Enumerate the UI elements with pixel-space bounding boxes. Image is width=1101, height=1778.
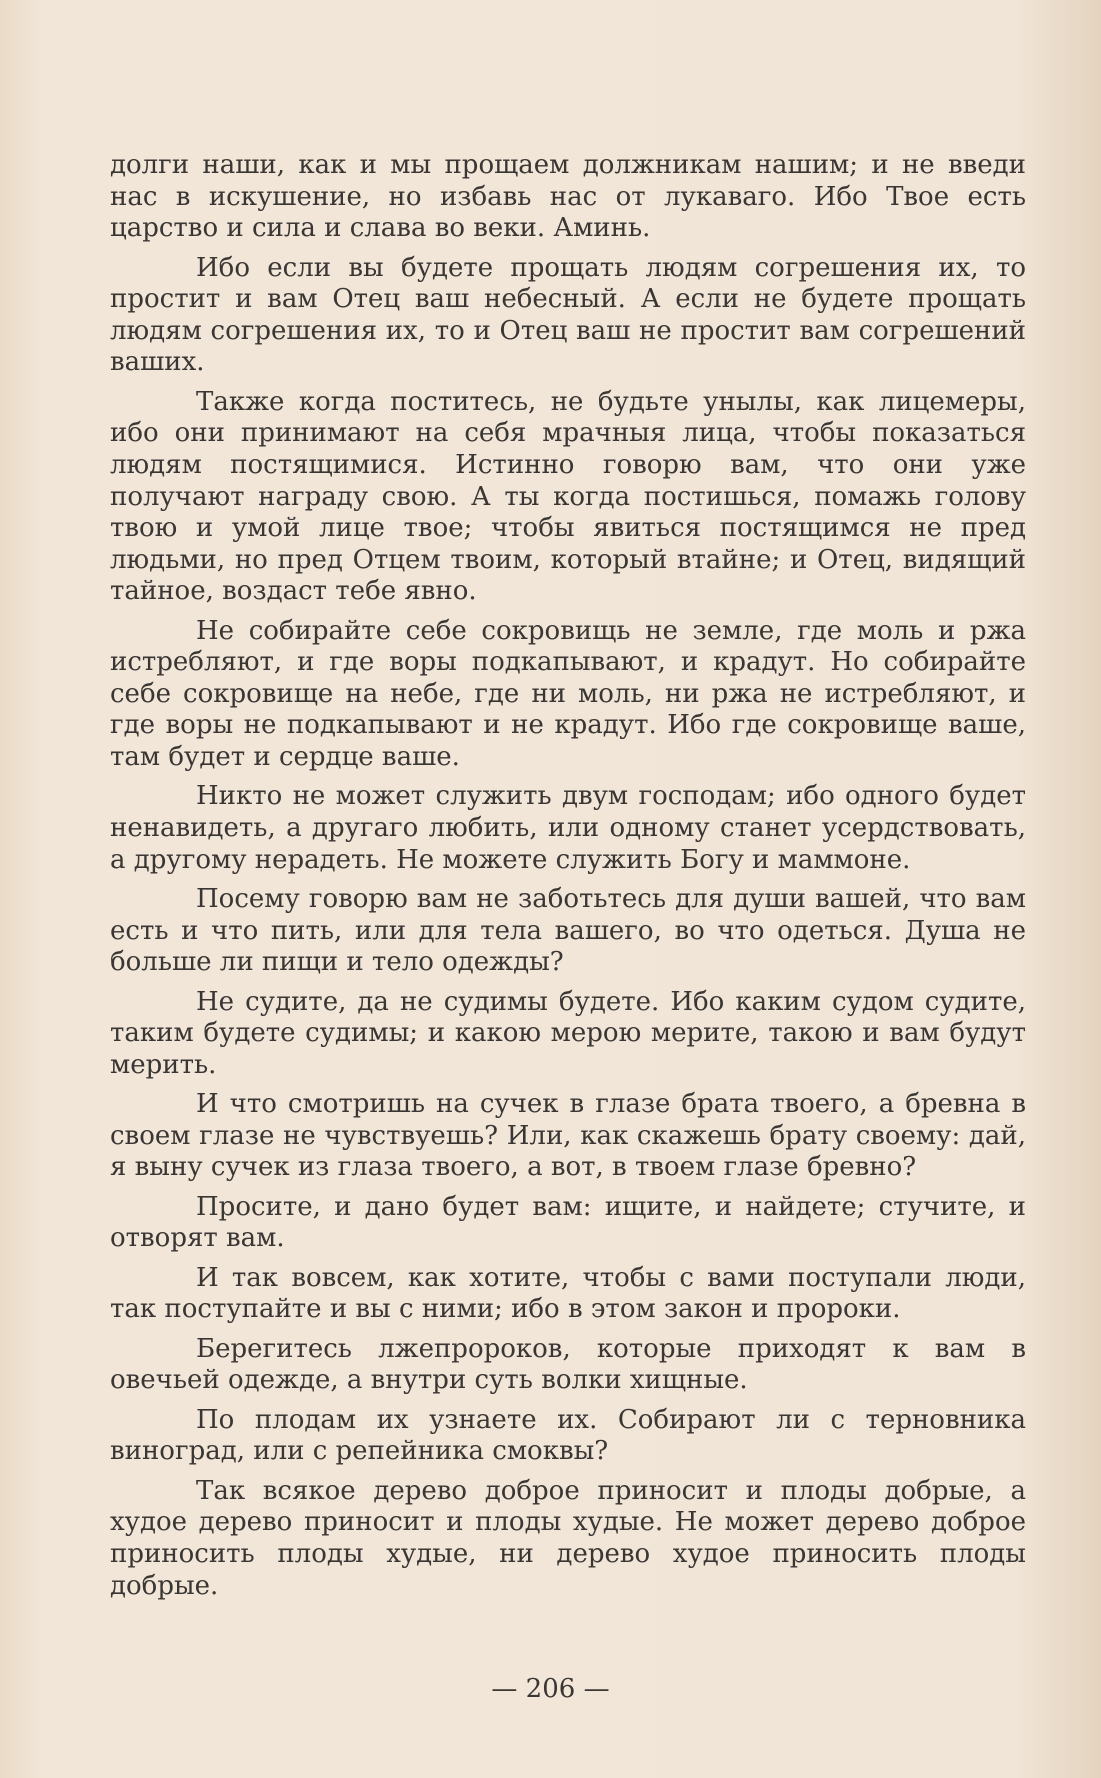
paragraph: Берегитесь лжепророков, которые приходят к вам в овечьей одежде, а внутри суть волки хищные.: [110, 1333, 1026, 1396]
paragraph: долги наши, как и мы прощаем должникам нашим; и не введи нас в искушение, но избавь нас от лукаваго. Ибо Твое есть царство и сила и слава во веки. Аминь.: [110, 150, 1026, 244]
paragraph: Не собирайте себе сокровищь не земле, где моль и ржа истребляют, и где воры подкапывают, и крадут. Но собирайте себе сокровище на небе, где ни моль, ни ржа не истребляют, и где воры не подкапывают и не крадут. Ибо где сокровище ваше, там будет и сердце ваше.: [110, 615, 1026, 773]
paragraph: Никто не может служить двум господам; ибо одного будет ненавидеть, а другаго любить, или одному станет усердствовать, а другому нерадеть. Не можете служить Богу и маммоне.: [110, 781, 1026, 875]
paragraph: Просите, и дано будет вам: ищите, и найдете; стучите, и отворят вам.: [110, 1191, 1026, 1254]
paragraph: И так вовсем, как хотите, чтобы с вами поступали люди, так поступайте и вы с ними; ибо в этом закон и пророки.: [110, 1262, 1026, 1325]
paragraph: Так всякое дерево доброе приносит и плоды добрые, а худое дерево приносит и плоды худые. Не может дерево доброе приносить плоды худые, ни дерево худое приносить плоды добрые.: [110, 1475, 1026, 1601]
paragraph: И что смотришь на сучек в глазе брата твоего, а бревна в своем глазе не чувствуешь? Или, как скажешь брату своему: дай, я выну сучек из глаза твоего, а вот, в твоем глазе бревно?: [110, 1089, 1026, 1183]
page-number: — 206 —: [491, 1674, 610, 1704]
paragraph: Ибо если вы будете прощать людям согрешения их, то простит и вам Отец ваш небесный. А если не будете прощать людям согрешения их, то и Отец ваш не простит вам согрешений ваших.: [110, 252, 1026, 378]
paragraph: Не судите, да не судимы будете. Ибо каким судом судите, таким будете судимы; и какою мерою мерите, такою и вам будут мерить.: [110, 986, 1026, 1080]
page-text: [110, 150, 1026, 1610]
paragraph: Посему говорю вам не заботьтесь для души вашей, что вам есть и что пить, или для тела вашего, во что одеться. Душа не больше ли пищи и тело одежды?: [110, 884, 1026, 978]
paragraph: По плодам их узнаете их. Собирают ли с терновника виноград, или с репейника смоквы?: [110, 1404, 1026, 1467]
paragraph: Также когда поститесь, не будьте унылы, как лицемеры, ибо они принимают на себя мрачныя лица, чтобы показаться людям постящимися. Истинно говорю вам, что они уже получают награду свою. А ты когда постишься, помажь голову твою и умой лице твое; чтобы явиться постящимся не пред людьми, но пред Отцем твоим, который втайне; и Отец, видящий тайное, воздаст тебе явно.: [110, 386, 1026, 607]
